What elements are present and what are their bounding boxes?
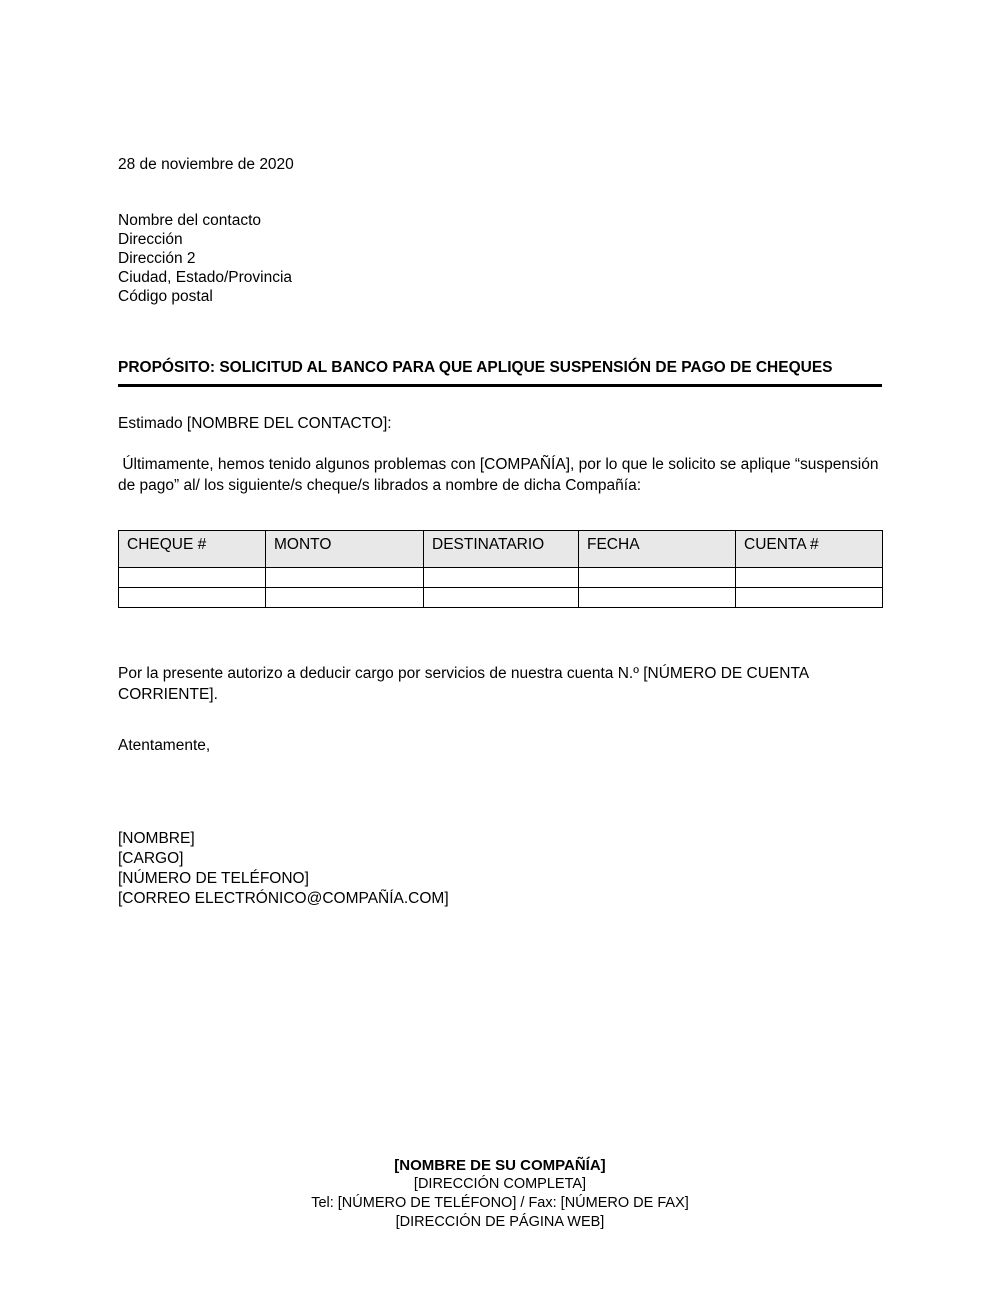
closing: Atentamente,	[118, 737, 211, 754]
footer-tel-fax: Tel: [NÚMERO DE TELÉFONO] / Fax: [NÚMERO DE FAX]	[311, 1195, 689, 1211]
header-destinatario: DESTINATARIO	[424, 531, 579, 568]
footer-block	[0, 1156, 1000, 1232]
cell-cuenta	[736, 588, 883, 608]
recipient-name: Nombre del contacto	[118, 212, 262, 229]
cell-destinatario	[424, 568, 579, 588]
recipient-address-1: Dirección	[118, 231, 183, 248]
subject-heading: PROPÓSITO: SOLICITUD AL BANCO PARA QUE APLIQUE SUSPENSIÓN DE PAGO DE CHEQUES	[118, 359, 833, 376]
letter-date: 28 de noviembre de 2020	[118, 156, 294, 173]
signature-name: [NOMBRE]	[118, 830, 195, 847]
cell-monto	[266, 568, 424, 588]
authorization-paragraph: Por la presente autorizo a deducir cargo por servicios de nuestra cuenta N.º [NÚMERO DE CUENTA CORRIENTE].	[118, 665, 813, 703]
cell-cheque	[119, 568, 266, 588]
cell-cheque	[119, 588, 266, 608]
footer-company-name: [NOMBRE DE SU COMPAÑÍA]	[394, 1157, 606, 1174]
cell-cuenta	[736, 568, 883, 588]
cell-fecha	[579, 568, 736, 588]
recipient-address-2: Dirección 2	[118, 250, 196, 267]
signature-title: [CARGO]	[118, 850, 184, 867]
checks-table-header-row	[119, 531, 883, 568]
salutation: Estimado [NOMBRE DEL CONTACTO]:	[118, 415, 392, 432]
signature-phone: [NÚMERO DE TELÉFONO]	[118, 870, 309, 887]
header-cuenta-number: CUENTA #	[736, 531, 883, 568]
cell-fecha	[579, 588, 736, 608]
table-row	[119, 588, 883, 608]
header-cheque-number: CHEQUE #	[119, 531, 266, 568]
signature-block	[118, 829, 449, 909]
footer-website: [DIRECCIÓN DE PÁGINA WEB]	[395, 1214, 605, 1230]
recipient-city-state: Ciudad, Estado/Provincia	[118, 269, 293, 286]
header-fecha: FECHA	[579, 531, 736, 568]
cell-monto	[266, 588, 424, 608]
subject-rule	[118, 384, 882, 387]
cell-destinatario	[424, 588, 579, 608]
header-monto: MONTO	[266, 531, 424, 568]
intro-paragraph: Últimamente, hemos tenido algunos problemas con [COMPAÑÍA], por lo que le solicito se aplique “suspensión de pago” al/ los siguiente/s cheque/s librados a nombre de dicha Compañía:	[118, 456, 883, 494]
signature-email: [CORREO ELECTRÓNICO@COMPAÑÍA.COM]	[118, 890, 449, 907]
checks-table	[118, 530, 883, 608]
footer-address: [DIRECCIÓN COMPLETA]	[413, 1176, 587, 1192]
recipient-postal-code: Código postal	[118, 288, 213, 305]
table-row	[119, 568, 883, 588]
recipient-block	[118, 211, 292, 306]
